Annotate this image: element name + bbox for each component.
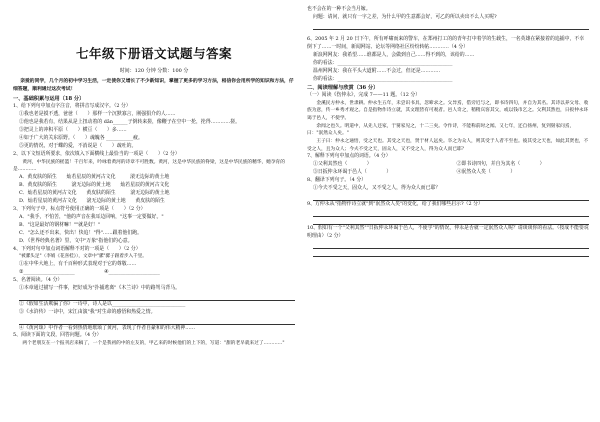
answer-line[interactable] xyxy=(19,293,295,301)
answer-item[interactable]: ④泯然众人矣（ ） xyxy=(456,169,516,175)
option-item: D．《世界经典名著》里，文中"万象"指他们的心意。 xyxy=(19,237,133,244)
question-item: ①今夫不受之天，固众人，又不受之人，得为众人而已耶？ xyxy=(313,184,441,191)
answer-item[interactable]: ②即书诗四句，并自为其名（ ） xyxy=(456,161,545,168)
question-passage: 两个老朋友在一个报刊店来稿了，一个是我初的中的左友的，甲乙来的时候他们的上下的，写道："甜的老早就来过了…………" xyxy=(22,341,285,347)
reading-paragraph: 金溪民方仲永，世隶耕。仲永生五年，未尝识书具，忽啼求之。父异焉，借旁近与之，即书诗四句，并自为其名。其诗以养父母、收族为意，传一乡秀才观之。自是指物作诗立就，其文理皆有可观者。邑人奇之，稍稍宾客其父，或以钱币乞之。父利其然也，日扳仲永环谒于邑人，不使学。 xyxy=(307,100,589,122)
question-item: ③把灵上的冲积平原（ ）横亘（ ）多…… xyxy=(19,127,127,134)
question-5: 5、名著阅读。（4 分） xyxy=(13,276,63,283)
question-6: 5、阅读下面的文段，回答问题。（4 分） xyxy=(13,332,102,339)
option-item: C．"怎么还不出来，快出！快追！"得"……跟着他们跑。 xyxy=(19,229,142,236)
answer-row xyxy=(307,169,589,177)
question-8: 8、翻译下列句子。（4 分） xyxy=(307,176,367,183)
question-1: 1、给下列句中加点字注音，将拼音写成汉字。（2 分） xyxy=(13,103,131,110)
option-item: A．"我手，不怕苦，"他的声音在我耳边回响，"这事一定要做好。" xyxy=(19,213,164,220)
option-item: ②_____________________ ④_____________________ xyxy=(19,268,160,275)
right-column xyxy=(307,0,589,257)
question-9: 9、方仲永从"指物作诗立就"到"泯然众人矣"的变化，给了我们哪些启示?（2 分） xyxy=(307,200,483,207)
passage-tail: 也不会在的一种不会当月嫁。 xyxy=(307,6,371,12)
question-item: ①本章通过描写一件事，把好成为"扑捕逃离"《木兰诗》中的路驾马背马。 xyxy=(19,284,181,291)
answer-line[interactable] xyxy=(313,249,589,257)
exam-intro: 亲爱的同学，几个月的初中学习生活，一定使你又增长了不少新知识，掌握了更多的学习方法，相信你会用所学的知识和方法，仔细答题，顺利通过这次考试！ xyxy=(13,78,294,93)
exam-title: 七年级下册语文试题与答案 xyxy=(75,46,232,61)
answer-row xyxy=(307,161,589,169)
answer-line[interactable] xyxy=(19,317,295,325)
question-7: 7、解释下列句中加点的词语。（4 分） xyxy=(307,153,391,160)
question-passage: 黄河，中华民族的摇篮！千百年来，吟咏着黄河的诗章不可胜数。黄河，这是中华民族的脊梁，这是中华民族的精华，她孕育的是………… xyxy=(13,159,285,173)
question-item: ②他也是我若有，结果从是上扭动着的 dǎn______子倒转来搓，像鞭子在空中一抡，抡得…………搓。 xyxy=(19,119,241,126)
question-4: 4、下列对句中加点词语解释不对的一项是（ ）（2 分） xyxy=(13,245,141,252)
answer-line[interactable] xyxy=(313,193,589,201)
question-item: 问题：请问，就只有一字之差，为什么甲的生意都会好，可乙的所以卖出不么人买呢? xyxy=(313,13,497,20)
question-quote: "被骡头足"（李娟《花喜桂》），文章中"骡"骡子跟着步入千里。 xyxy=(19,254,147,260)
question-item: ④《黄河颂》中作者一看到热情地歌颂了黄河，表现了作者自豪和的伟大精神…… xyxy=(19,324,196,331)
reading-paragraph: 王子曰：仲永之通悟，受之天也。其受之天也，贤于材人远矣。卒之为众人，则其受于人者不至也。彼其受之天也，如此其贤也，不受之人，且为众人；今夫不受之天，固众人，又不受之人，得为众人而已耶？ xyxy=(307,138,589,152)
exam-meta: 时间：120 分钟 分数：100 分 xyxy=(119,68,189,75)
answer-line[interactable] xyxy=(313,241,589,249)
answer-line[interactable] xyxy=(313,22,589,30)
answer-line[interactable] xyxy=(313,209,589,217)
question-item: ④如于广大的关东原野。（ ）魂魄各 ___________疲。 xyxy=(19,135,143,142)
answer-prompt[interactable]: 你的看法：_______________________________________________ xyxy=(313,59,453,66)
option-item: C．灿若星辰的黄河古文化 黄皮肤的陌生 滚无边际的黄土地 xyxy=(19,189,170,196)
question-6: 6、2005 年 2 月 20 日下午，所有呼啸而来的警车，在郑州打工的的青年打中着学的生载生，一名英雄在紧接着的追捕中，不幸倒下了……一时间，新闻网站、论坛等网络社区纷纷转帖…………（4 分） xyxy=(307,35,585,50)
answer-item[interactable]: ①父利其然也（ ） xyxy=(313,161,372,168)
option-item: B．黄皮肤的陌生 滚无边际的黄土地 灿若星辰的黄河古文化 xyxy=(19,182,170,189)
section-heading: 二、阅读理解与欣赏（36 分） xyxy=(307,84,379,91)
option-item: ①在中华大地上，有千百种形式表现对于它的尊敬…… xyxy=(19,260,137,267)
option-item: B．"这是最好的钢材嘛！""就是好！" xyxy=(19,221,101,228)
question-3: 3、下列句子中，标点符号使用正确的一项是（ ）（2 分） xyxy=(13,205,146,212)
answer-line[interactable] xyxy=(313,217,589,225)
answer-item[interactable]: ③日扳仲永环谒于邑人（ ） xyxy=(313,169,392,175)
answer-prompt[interactable]: 你的看法：_______________________________________________ xyxy=(313,75,453,82)
option-item: D．灿若星辰的黄河古文化 滚无边际的黄土地 黄皮肤的陌生 xyxy=(19,197,165,204)
question-10: 10、假如有一个"父利其然""日扳仲永环谒于邑人，不使学"的情况，仲永是否就一定泯然众人呢？请谈谈你的看法。（按成不能要说明理由）（2 分） xyxy=(307,224,589,239)
question-item: ②《假如生活欺骗了你》一诗中，诗人是以______________________________ xyxy=(19,300,186,307)
reading-paragraph: 余闻之也久。明道中，从先人还家，于舅家见之，十二三矣。令作诗，不能称前时之闻。又七年，还自扬州，复到舅家问焉，曰："泯然众人矣。" xyxy=(307,123,575,137)
left-column xyxy=(13,0,295,348)
question-item: ③《水浒传》一诗中，宋江由演"我"对生命的感悟和热爱之情。 xyxy=(19,308,156,315)
question-2: 2、以下文短语所要求，依次填入下面横线上最恰当的一项是（ ）（2 分） xyxy=(13,150,180,157)
comment-item: 温州网网友：我在平头大道附……不会过，但还是………… xyxy=(313,67,441,74)
reading-intro: （一）阅读《伤仲永》，完成 7——11 题。（12 分） xyxy=(307,91,421,98)
question-item: ⑤更的情况，对于蝶的爱，不消说是（ ）疏吐的。 xyxy=(19,142,137,149)
option-item: A．黄皮肤的陌生 灿若星辰的黄河古文化 滚无边际的黄土地 xyxy=(19,174,170,181)
question-item: ①我也老是摸不透，爸爸（ ）那样一个沉默寡言，刚强狷介的人…… xyxy=(19,111,176,118)
comment-item: 新浪网网友：我希望……谁都是人，会做到自己……得不到的，该给的…… xyxy=(313,51,475,58)
section-heading: 一、基础积累与运用（18 分） xyxy=(13,95,85,102)
